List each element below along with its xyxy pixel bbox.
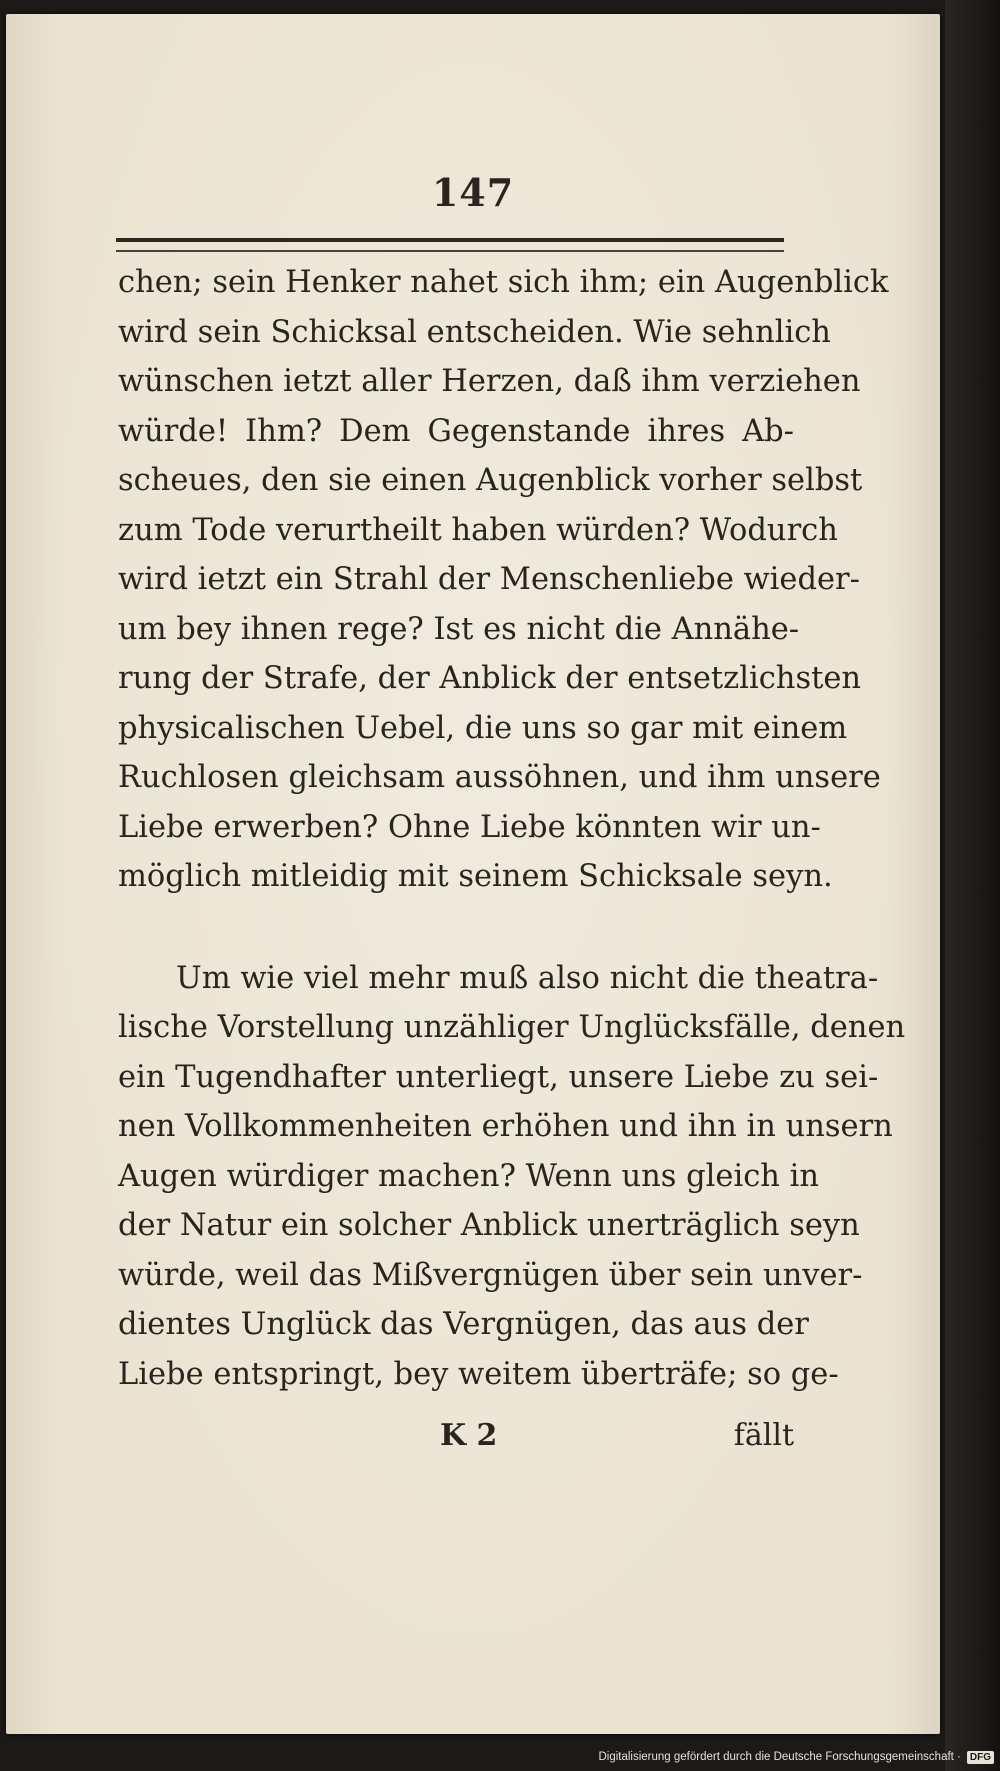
book-edge-shadow	[945, 0, 1000, 1771]
text-line: Augen würdiger machen? Wenn uns gleich in	[118, 1158, 820, 1194]
credit-text: Digitalisierung gefördert durch die Deutsche Forschungsgemeinschaft ·	[598, 1751, 961, 1763]
body-text	[118, 258, 906, 1399]
text-line: möglich mitleidig mit seinem Schicksale seyn.	[118, 859, 833, 894]
text-line: um bey ihnen rege? Ist es nicht die Annähe-	[118, 611, 800, 647]
digitization-credit	[598, 1747, 994, 1767]
text-line: zum Tode verurtheilt haben würden? Wodurch	[118, 512, 838, 548]
text-line: Liebe erwerben? Ohne Liebe könnten wir un-	[118, 809, 821, 845]
signature-mark: K 2	[440, 1418, 498, 1453]
page-number: 147	[431, 170, 515, 215]
text-line: rung der Strafe, der Anblick der entsetzlichsten	[118, 661, 862, 696]
text-line: würde, weil das Mißvergnügen über sein unver-	[118, 1257, 863, 1293]
text-line: Ruchlosen gleichsam aussöhnen, und ihm unsere	[118, 760, 881, 795]
text-line: würde! Ihm? Dem Gegenstande ihres Ab-	[118, 413, 794, 449]
text-line: Liebe entspringt, bey weitem überträfe; so ge-	[118, 1356, 839, 1392]
text-line: nen Vollkommenheiten erhöhen und ihn in unsern	[118, 1109, 893, 1144]
text-line: lische Vorstellung unzähliger Unglücksfälle, denen	[118, 1010, 906, 1045]
text-line: wünschen ietzt aller Herzen, daß ihm verziehen	[118, 364, 861, 399]
text-line: der Natur ein solcher Anblick unerträglich seyn	[118, 1208, 860, 1243]
text-line: Um wie viel mehr muß also nicht die theatra-	[176, 960, 879, 996]
text-line: wird ietzt ein Strahl der Menschenliebe wieder-	[118, 562, 860, 597]
text-line: ein Tugendhafter unterliegt, unsere Liebe zu sei-	[118, 1059, 879, 1095]
book-page	[6, 14, 940, 1734]
text-line: dientes Unglück das Vergnügen, das aus der	[118, 1307, 809, 1342]
catchword: fällt	[733, 1418, 794, 1453]
page-footer	[118, 1418, 794, 1468]
dfg-logo: DFG	[967, 1751, 994, 1764]
header-rule	[116, 238, 784, 252]
text-line: scheues, den sie einen Augenblick vorher selbst	[118, 463, 863, 498]
text-line: chen; sein Henker nahet sich ihm; ein Augenblick	[118, 265, 889, 300]
paragraph-gap	[118, 902, 794, 954]
text-line: wird sein Schicksal entscheiden. Wie sehnlich	[118, 314, 831, 350]
text-line: physicalischen Uebel, die uns so gar mit einem	[118, 710, 848, 746]
